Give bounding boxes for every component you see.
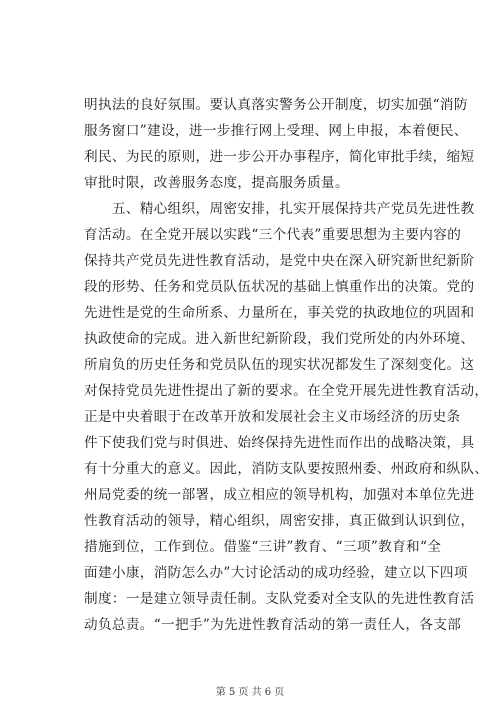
text-line: 州局党委的统一部署，成立相应的领导机构，加强对本单位先进 [84,487,475,503]
text-line: 措施到位，工作到位。借鉴“三讲”教育、“三项”教育和“全 [84,539,442,555]
text-line: 正是中央着眼于在改革开放和发展社会主义市场经济的历史条 [84,409,461,425]
text-line: 执政使命的完成。进入新世纪新阶段，我们党所处的内外环境、 [84,331,475,347]
text-line: 所肩负的历史任务和党员队伍的现实状况都发生了深刻变化。这 [84,357,475,373]
text-line: 对保持党员先进性提出了新的要求。在全党开展先进性教育活动， [84,383,489,399]
text-line: 服务窗口”建设，进一步推行网上受理、网上申报，本着便民、 [84,123,468,139]
text-line: 保持共产党员先进性教育活动，是党中央在深入研究新世纪新阶 [84,253,475,269]
text-line: 段的形势、任务和党员队伍状况的基础上慎重作出的决策。党的 [84,279,475,295]
text-line: 审批时限，改善服务态度，提高服务质量。 [84,175,349,191]
text-line: 育活动。在全党开展以实践“三个代表”重要思想为主要内容的 [84,227,462,243]
page-number-footer: 第 5 页 共 6 页 [215,687,285,698]
text-line: 制度：一是建立领导责任制。支队党委对全支队的先进性教育活 [84,591,475,607]
text-line: 动负总责。“一把手”为先进性教育活动的第一责任人，各支部 [84,617,462,633]
text-line: 先进性是党的生命所系、力量所在，事关党的执政地位的巩固和 [84,305,475,321]
text-line: 有十分重大的意义。因此，消防支队要按照州委、州政府和纵队、 [84,461,489,477]
text-line: 面建小康，消防怎么办”大讨论活动的成功经验，建立以下四项 [84,565,468,581]
text-line: 利民、为民的原则，进一步公开办事程序，简化审批手续，缩短 [84,149,475,165]
text-line: 件下使我们党与时俱进、始终保持先进性而作出的战略决策，具 [84,435,475,451]
text-line: 性教育活动的领导，精心组织，周密安排，真正做到认识到位， [84,513,475,529]
text-line: 明执法的良好氛围。要认真落实警务公开制度，切实加强“消防 [84,97,468,113]
text-line: 五、精心组织，周密安排，扎实开展保持共产党员先进性教 [84,201,475,217]
